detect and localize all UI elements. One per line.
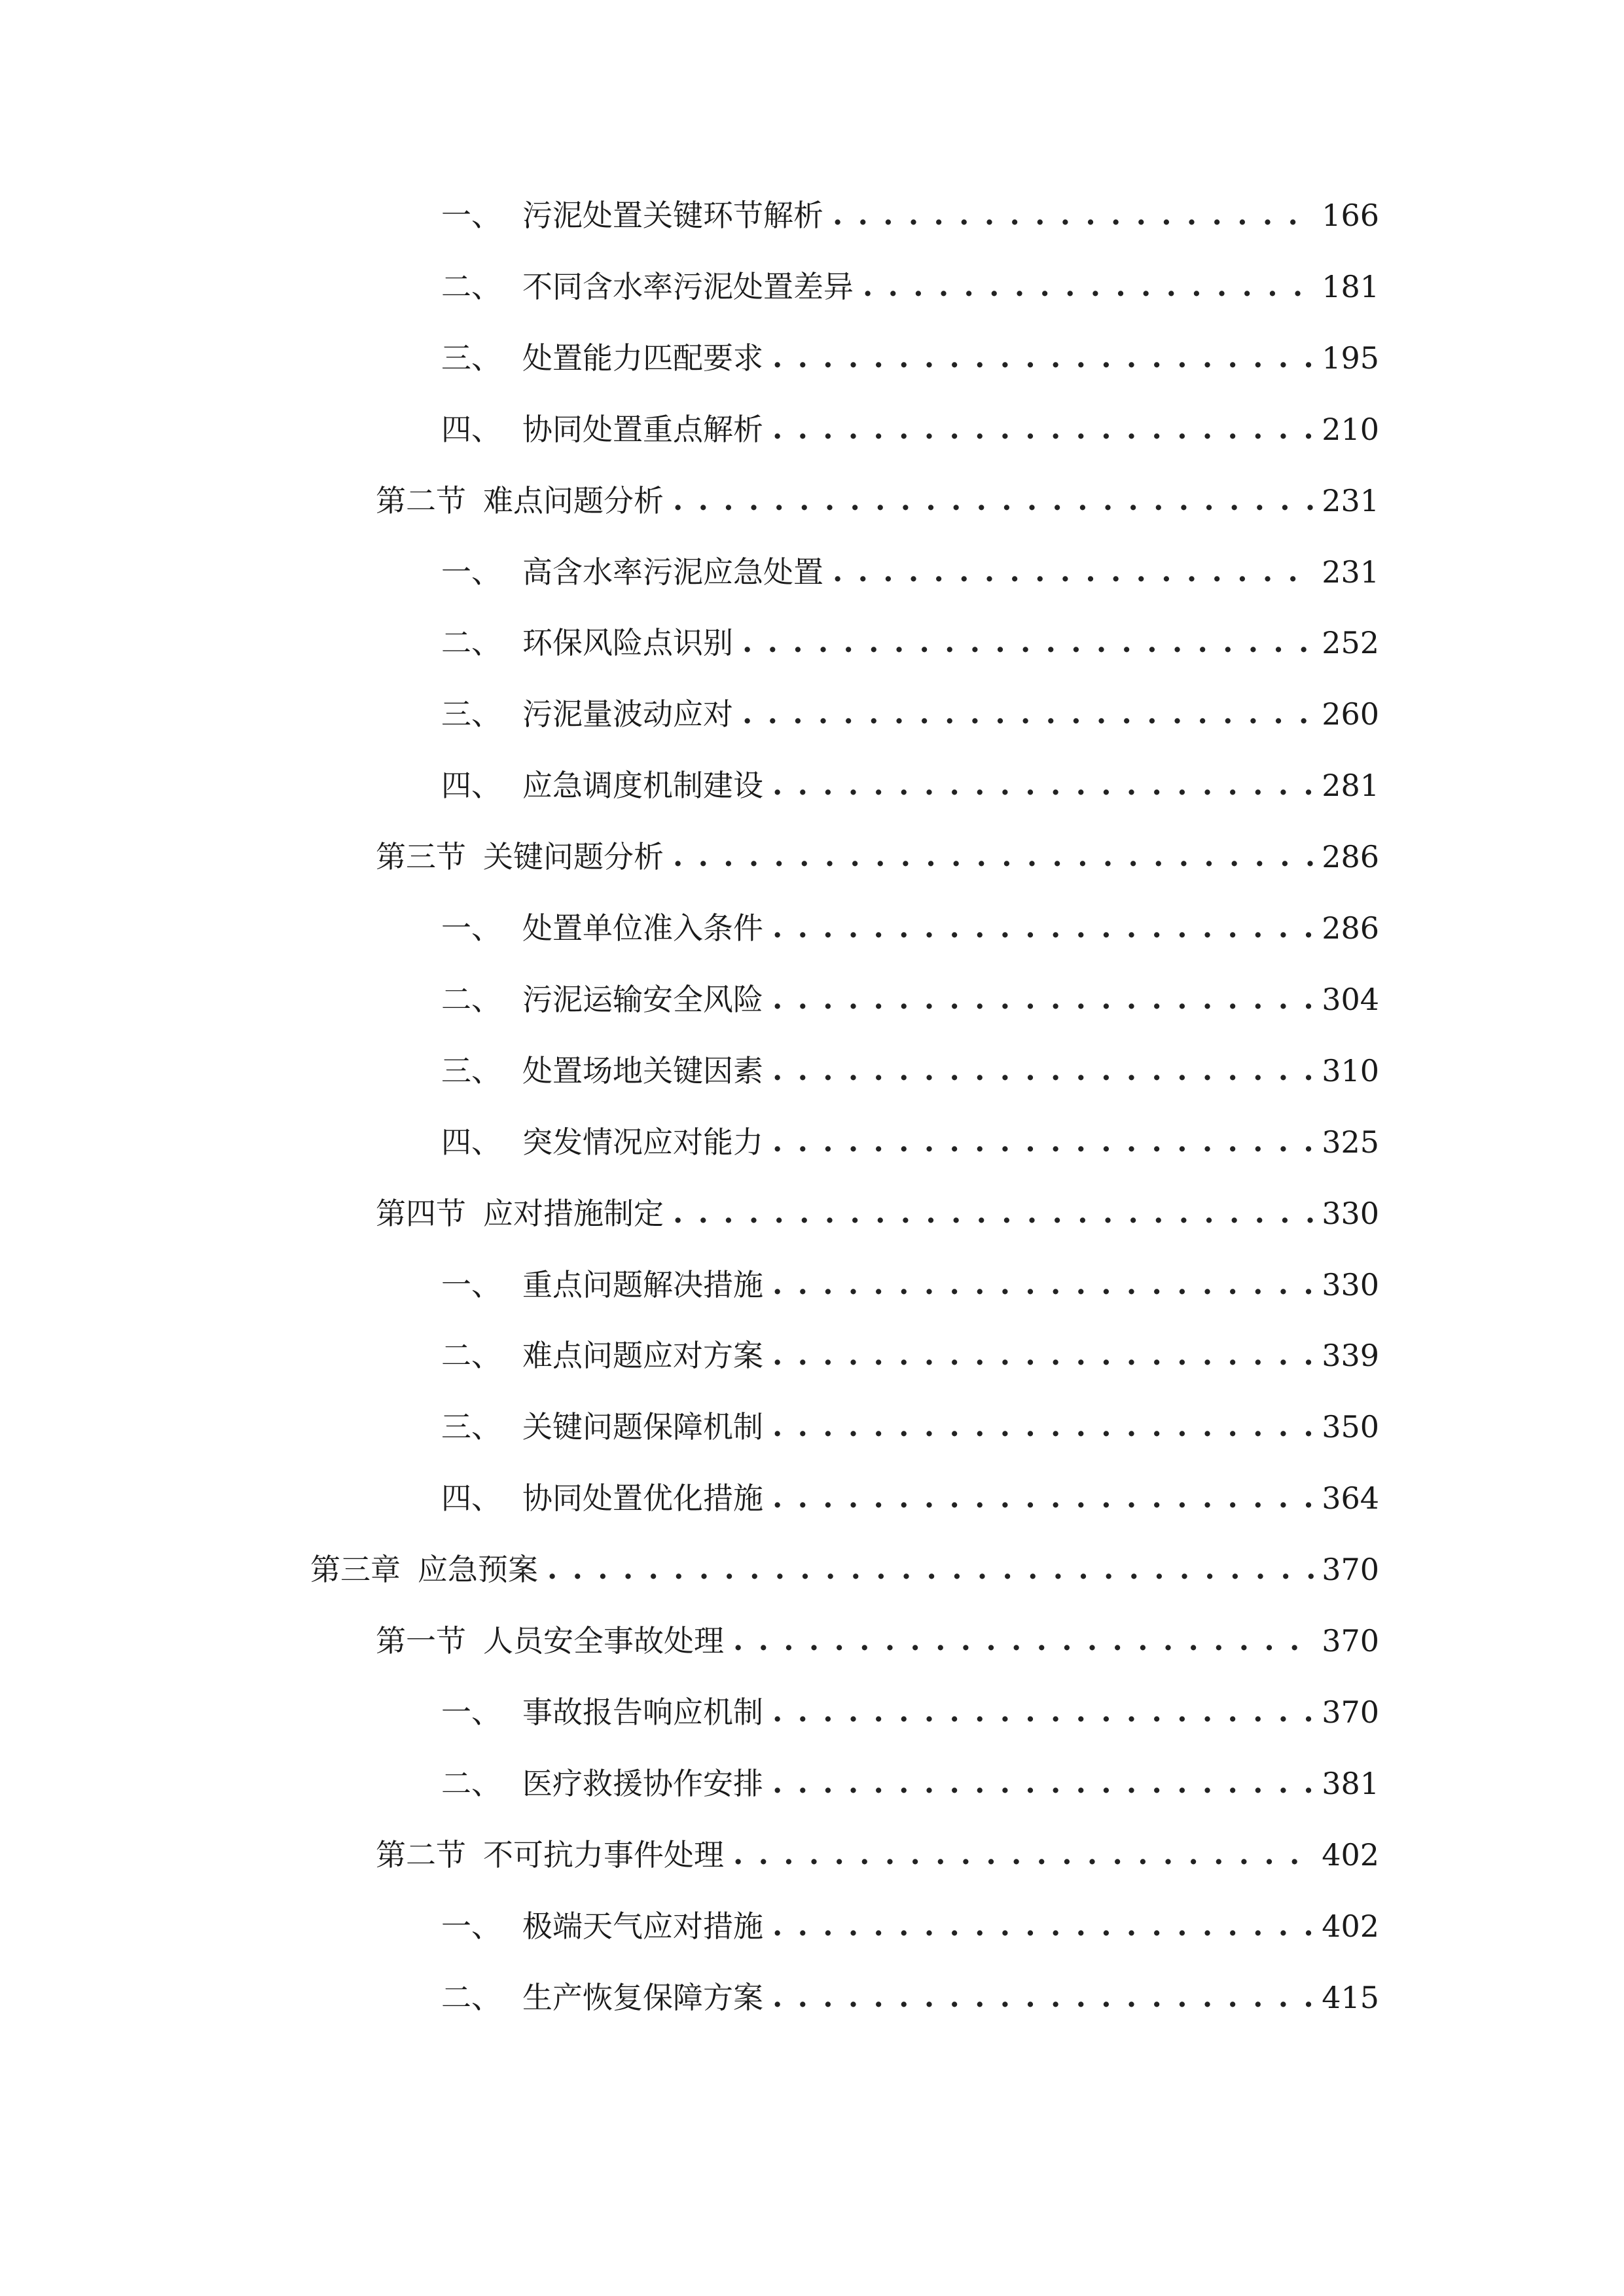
toc-entry-title: 重点问题解决措施	[522, 1267, 763, 1302]
toc-entry-number: 三、	[441, 1053, 501, 1088]
toc-entry[interactable]	[376, 1829, 1379, 1881]
toc-entry-title: 应急调度机制建设	[522, 768, 763, 803]
toc-entry-page-number: 286	[1322, 910, 1379, 946]
toc-entry-number: 第三节	[376, 839, 466, 874]
toc-entry[interactable]	[441, 189, 1379, 242]
toc-entry-number: 三、	[441, 1409, 501, 1444]
toc-entry-title: 不同含水率污泥处置差异	[522, 269, 854, 304]
toc-entry[interactable]	[376, 1187, 1379, 1240]
toc-entry-page-number: 304	[1322, 982, 1379, 1017]
toc-entry[interactable]	[376, 1615, 1379, 1667]
toc-entry-page-number: 330	[1322, 1196, 1379, 1231]
toc-entry-page-number: 195	[1322, 340, 1379, 376]
toc-entry-title: 应对措施制定	[483, 1196, 664, 1231]
toc-dot-leader	[733, 1829, 1315, 1881]
toc-entry-number: 第一节	[376, 1623, 466, 1659]
toc-entry-title: 生产恢复保障方案	[522, 1980, 763, 2015]
toc-entry-number: 二、	[441, 625, 501, 660]
toc-entry-number: 四、	[441, 1124, 501, 1160]
toc-entry-number: 三、	[441, 340, 501, 376]
toc-entry[interactable]	[441, 260, 1379, 313]
toc-entry-page-number: 402	[1322, 1909, 1379, 1944]
toc-dot-leader	[772, 973, 1315, 1026]
toc-entry[interactable]	[376, 475, 1379, 527]
toc-entry[interactable]	[441, 1971, 1379, 2024]
toc-entry[interactable]	[441, 1900, 1379, 1952]
toc-entry-title: 应急预案	[418, 1552, 538, 1587]
toc-entry[interactable]	[441, 546, 1379, 598]
toc-dot-leader	[833, 189, 1315, 242]
toc-dot-leader	[772, 1472, 1315, 1524]
toc-entry-page-number: 370	[1322, 1552, 1379, 1587]
toc-entry-number: 二、	[441, 269, 501, 304]
toc-dot-leader	[772, 403, 1315, 456]
toc-dot-leader	[863, 260, 1315, 313]
toc-entry[interactable]	[376, 831, 1379, 883]
toc-entry-page-number: 364	[1322, 1480, 1379, 1516]
toc-entry-page-number: 281	[1322, 768, 1379, 803]
toc-entry-number: 二、	[441, 1980, 501, 2015]
toc-entry-number: 第二节	[376, 1837, 466, 1873]
toc-entry-number: 四、	[441, 1480, 501, 1516]
toc-entry[interactable]	[441, 1472, 1379, 1524]
toc-dot-leader	[772, 1329, 1315, 1382]
toc-entry-page-number: 181	[1322, 269, 1379, 304]
toc-entry-page-number: 286	[1322, 839, 1379, 874]
toc-entry-title: 高含水率污泥应急处置	[522, 554, 823, 590]
toc-entry-title: 污泥量波动应对	[522, 696, 733, 732]
toc-entry[interactable]	[441, 617, 1379, 669]
toc-entry-number: 第四节	[376, 1196, 466, 1231]
toc-entry-page-number: 260	[1322, 696, 1379, 732]
toc-dot-leader	[772, 1401, 1315, 1453]
toc-entry-title: 环保风险点识别	[522, 625, 733, 660]
toc-entry[interactable]	[441, 1116, 1379, 1168]
toc-entry-title: 处置能力匹配要求	[522, 340, 763, 376]
toc-entry[interactable]	[441, 332, 1379, 384]
toc-entry-number: 四、	[441, 768, 501, 803]
toc-entry-title: 关键问题分析	[483, 839, 664, 874]
toc-dot-leader	[772, 759, 1315, 812]
toc-entry-page-number: 402	[1322, 1837, 1379, 1873]
toc-entry[interactable]	[441, 902, 1379, 954]
toc-dot-leader	[733, 1615, 1315, 1667]
toc-entry-page-number: 381	[1322, 1766, 1379, 1801]
toc-entry-page-number: 210	[1322, 412, 1379, 447]
toc-entry[interactable]	[441, 1329, 1379, 1382]
toc-dot-leader	[772, 1259, 1315, 1311]
toc-entry-title: 难点问题应对方案	[522, 1338, 763, 1373]
toc-entry-title: 人员安全事故处理	[483, 1623, 724, 1659]
toc-entry[interactable]	[441, 1045, 1379, 1097]
toc-entry-number: 一、	[441, 554, 501, 590]
toc-entry-number: 一、	[441, 910, 501, 946]
toc-entry-number: 一、	[441, 198, 501, 233]
toc-dot-leader	[772, 1686, 1315, 1738]
toc-dot-leader	[772, 1757, 1315, 1810]
toc-entry-number: 四、	[441, 412, 501, 447]
toc-entry-page-number: 231	[1322, 483, 1379, 518]
toc-entry-page-number: 252	[1322, 625, 1379, 660]
toc-dot-leader	[673, 1187, 1315, 1240]
toc-entry-title: 处置单位准入条件	[522, 910, 763, 946]
toc-entry[interactable]	[441, 1259, 1379, 1311]
toc-entry-number: 二、	[441, 1338, 501, 1373]
toc-entry-page-number: 370	[1322, 1623, 1379, 1659]
toc-entry[interactable]	[310, 1543, 1379, 1596]
toc-entry-number: 第三章	[310, 1552, 401, 1587]
toc-entry-title: 事故报告响应机制	[522, 1695, 763, 1730]
toc-entry-number: 三、	[441, 696, 501, 732]
toc-entry[interactable]	[441, 973, 1379, 1026]
toc-entry-title: 处置场地关键因素	[522, 1053, 763, 1088]
toc-entry-page-number: 370	[1322, 1695, 1379, 1730]
toc-entry-number: 二、	[441, 1766, 501, 1801]
toc-entry-title: 医疗救援协作安排	[522, 1766, 763, 1801]
toc-entry-number: 一、	[441, 1267, 501, 1302]
toc-entry-page-number: 330	[1322, 1267, 1379, 1302]
toc-entry-page-number: 310	[1322, 1053, 1379, 1088]
toc-entry-page-number: 415	[1322, 1980, 1379, 2015]
toc-entry[interactable]	[441, 1686, 1379, 1738]
toc-entry-page-number: 325	[1322, 1124, 1379, 1160]
toc-dot-leader	[833, 546, 1315, 598]
toc-dot-leader	[772, 1045, 1315, 1097]
toc-dot-leader	[772, 1116, 1315, 1168]
toc-entry-number: 第二节	[376, 483, 466, 518]
toc-dot-leader	[772, 1971, 1315, 2024]
toc-entry-title: 极端天气应对措施	[522, 1909, 763, 1944]
toc-entry-title: 污泥处置关键环节解析	[522, 198, 823, 233]
toc-entry-title: 突发情况应对能力	[522, 1124, 763, 1160]
toc-dot-leader	[772, 1900, 1315, 1952]
toc-entry-page-number: 350	[1322, 1409, 1379, 1444]
toc-entry-title: 协同处置优化措施	[522, 1480, 763, 1516]
toc-entry-title: 不可抗力事件处理	[483, 1837, 724, 1873]
toc-dot-leader	[742, 688, 1315, 740]
toc-entry-title: 污泥运输安全风险	[522, 982, 763, 1017]
toc-entry[interactable]	[441, 1401, 1379, 1453]
toc-dot-leader	[673, 831, 1315, 883]
toc-entry-title: 难点问题分析	[483, 483, 664, 518]
toc-entry[interactable]	[441, 688, 1379, 740]
toc-dot-leader	[547, 1543, 1315, 1596]
toc-entry-title: 协同处置重点解析	[522, 412, 763, 447]
toc-entry-number: 二、	[441, 982, 501, 1017]
toc-entry-page-number: 231	[1322, 554, 1379, 590]
toc-dot-leader	[772, 902, 1315, 954]
toc-entry-page-number: 166	[1322, 198, 1379, 233]
toc-entry-number: 一、	[441, 1695, 501, 1730]
toc-entry[interactable]	[441, 403, 1379, 456]
toc-entry[interactable]	[441, 759, 1379, 812]
toc-dot-leader	[742, 617, 1315, 669]
toc-dot-leader	[772, 332, 1315, 384]
toc-dot-leader	[673, 475, 1315, 527]
toc-entry-number: 一、	[441, 1909, 501, 1944]
toc-entry-title: 关键问题保障机制	[522, 1409, 763, 1444]
toc-entry[interactable]	[441, 1757, 1379, 1810]
toc-entry-page-number: 339	[1322, 1338, 1379, 1373]
